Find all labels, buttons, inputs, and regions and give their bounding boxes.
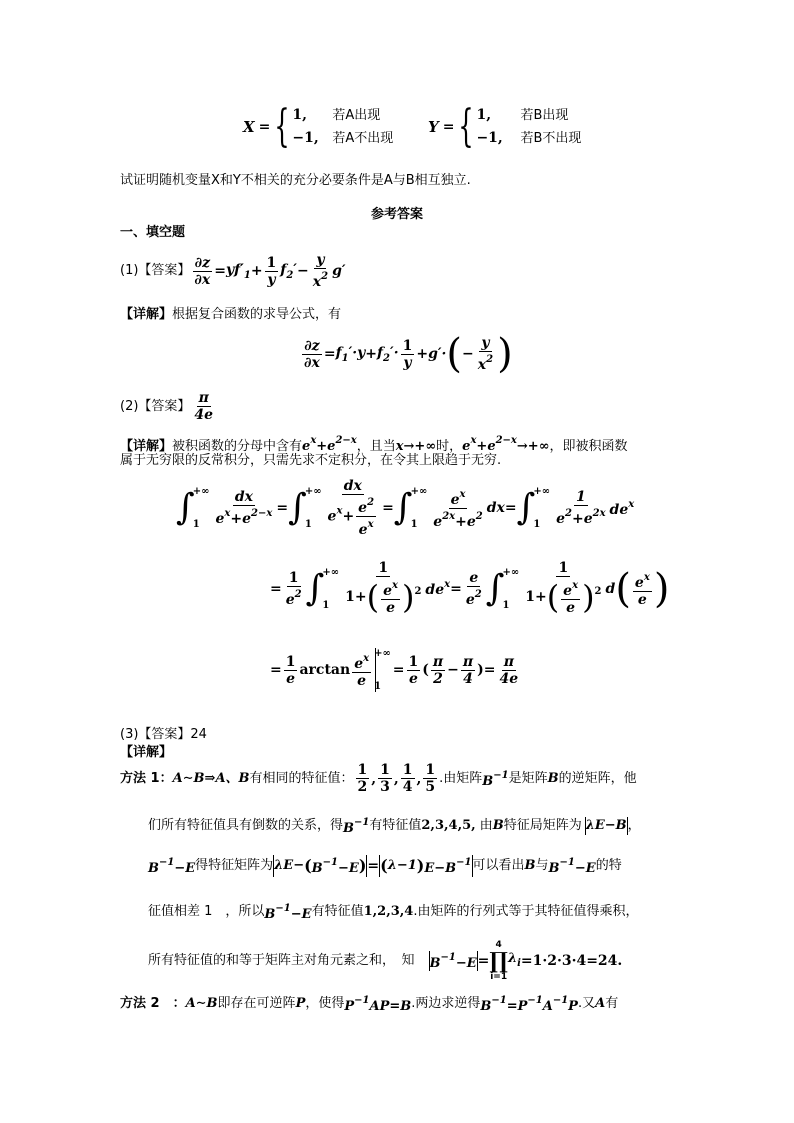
q2-integral-line2: = $\frac{1}{e^2}$ ∫ +∞ 1 1 1+( $\frac{e^x}{e}$ )$^2$ $de^x$ = $\frac{e}{e^2}$ ∫ +∞ 1 1 1+( $\frac{e^x}{e}$ )$^2$ d ( $\frac{e^x}{e}$ ): [270, 560, 670, 616]
q3-m1-line5: 所有特征值的和等于矩阵主对角元素之和， 知 $B^{-1}-E$ = 4 ∏ i=1 $\lambda_i$ =1·2·3·4=24.: [148, 940, 623, 982]
q2-answer-label: (2)【答案】: [120, 398, 191, 414]
section-title-fill-in: 一、填空题: [120, 225, 186, 240]
q1-detail-label: 【详解】: [120, 307, 173, 322]
Y-case2-condition: 若B不出现: [520, 130, 582, 146]
q1-detail: [120, 306, 341, 324]
method1-label: 方法 1：: [120, 770, 173, 786]
X-case2-value: −1,: [292, 130, 319, 146]
q3-m1-line1: 方法 1： A∼B⇒A、B 有相同的特征值： $\frac{1}{2}$ , $\frac{1}{3}$ , $\frac{1}{4}$ , $\frac{1}{5}$ .由矩阵 $B^{-1}$ 是矩阵 B 的逆矩阵，他: [120, 762, 637, 795]
piecewise-Y: Y = { 1, 若B出现 −1, 若B不出现: [428, 101, 582, 152]
X-case2-condition: 若A不出现: [332, 130, 394, 146]
q1-detail-text: 根据复合函数的求导公式，有: [172, 307, 342, 322]
q2-detail-line2: 属于无穷限的反常积分，只需先求不定积分，在令其上限趋于无穷.: [120, 453, 502, 468]
Y-case2-value: −1,: [476, 130, 503, 146]
problem-statement: 试证明随机变量X和Y不相关的充分必要条件是A与B相互独立.: [120, 173, 471, 188]
q3-m1-line4: 征值相差 1 ，所以 $B^{-1}-E$ 有特征值 1,2,3,4 .由矩阵的行列式等于其特征值得乘积，: [148, 903, 639, 922]
q3-detail-label: 【详解】: [120, 745, 173, 760]
q2-detail-line1: 【详解】被积函数的分母中含有$e^x+e^{2-x}$，且当x→+∞时，$e^x+e^{2-x}\to+\infty$，即被积函数: [120, 435, 628, 454]
q1-answer-label: (1)【答案】: [120, 263, 191, 278]
method2-label: 方法 2 ：: [120, 996, 186, 1011]
q1-formula: $\frac{\partial z}{\partial x}$ = $f_1'\cdot y$ + $f_2'\cdot$ $\frac{1}{y}$ + g′· ( − $\frac{y}{x^2}$ ): [304, 331, 513, 377]
answers-title: 参考答案: [371, 207, 424, 222]
q2-integral-line1: ∫ +∞ 1 $\frac{dx}{e^x+e^{2-x}}$ = ∫ +∞ 1 dx $e^x+$ $\frac{e^2}{e^x}$ = ∫ +∞ 1 $\frac{e^x}{e^{2x}+e^2}$ dx = ∫ +∞ 1 $\frac{1}{e^2+e^{2x}}$ $de^x$: [176, 478, 635, 538]
Y-case1-value: 1,: [476, 107, 492, 123]
q3-m1-line3: $B^{-1}-E$ 得特征矩阵为 λE− ( $B^{-1}-E$ ) = ( λ−1 ) $E-B^{-1}$ 可以看出 B 与 $B^{-1}-E$ 的特: [148, 856, 622, 876]
q2-detail-label: 【详解】: [120, 439, 173, 454]
q2-answer-line: (2)【答案】 $\frac{\pi}{4e}$: [120, 390, 214, 423]
q1-answer-line: (1)【答案】 $\frac{\partial z}{\partial x}$ = $yf'_1$ + $\frac{1}{y}$ $f_2'$ − $\frac{y}{x^2}$ g′: [120, 252, 346, 290]
X-case1-value: 1,: [292, 107, 307, 123]
Y-case1-condition: 若B出现: [520, 107, 569, 123]
q2-integral-line3: = $\frac{1}{e}$ arctan $\frac{e^x}{e}$ +∞ 1 = $\frac{1}{e}$ ( $\frac{\pi}{2}$ − $\frac{\pi}{4}$ ) = $\frac{\pi}{4e}$: [270, 648, 519, 692]
piecewise-X: X = { 1, 若A出现 −1, 若A不出现: [243, 101, 394, 152]
q3-m1-line2: 们所有特征值具有倒数的关系，得 $B^{-1}$ 有特征值 2,3,4,5, 由 B 特征局矩阵为 λE−B ，: [148, 817, 641, 836]
q3-m2-line1: 方法 2 ： A∼B 即存在可逆阵 P ，使得 $P^{-1}AP=B$ .两边求逆得 $B^{-1}=P^{-1}A^{-1}P$ .又 A 有: [120, 995, 619, 1014]
q3-answer-label: (3)【答案】24: [120, 727, 207, 742]
X-case1-condition: 若A出现: [332, 107, 381, 123]
